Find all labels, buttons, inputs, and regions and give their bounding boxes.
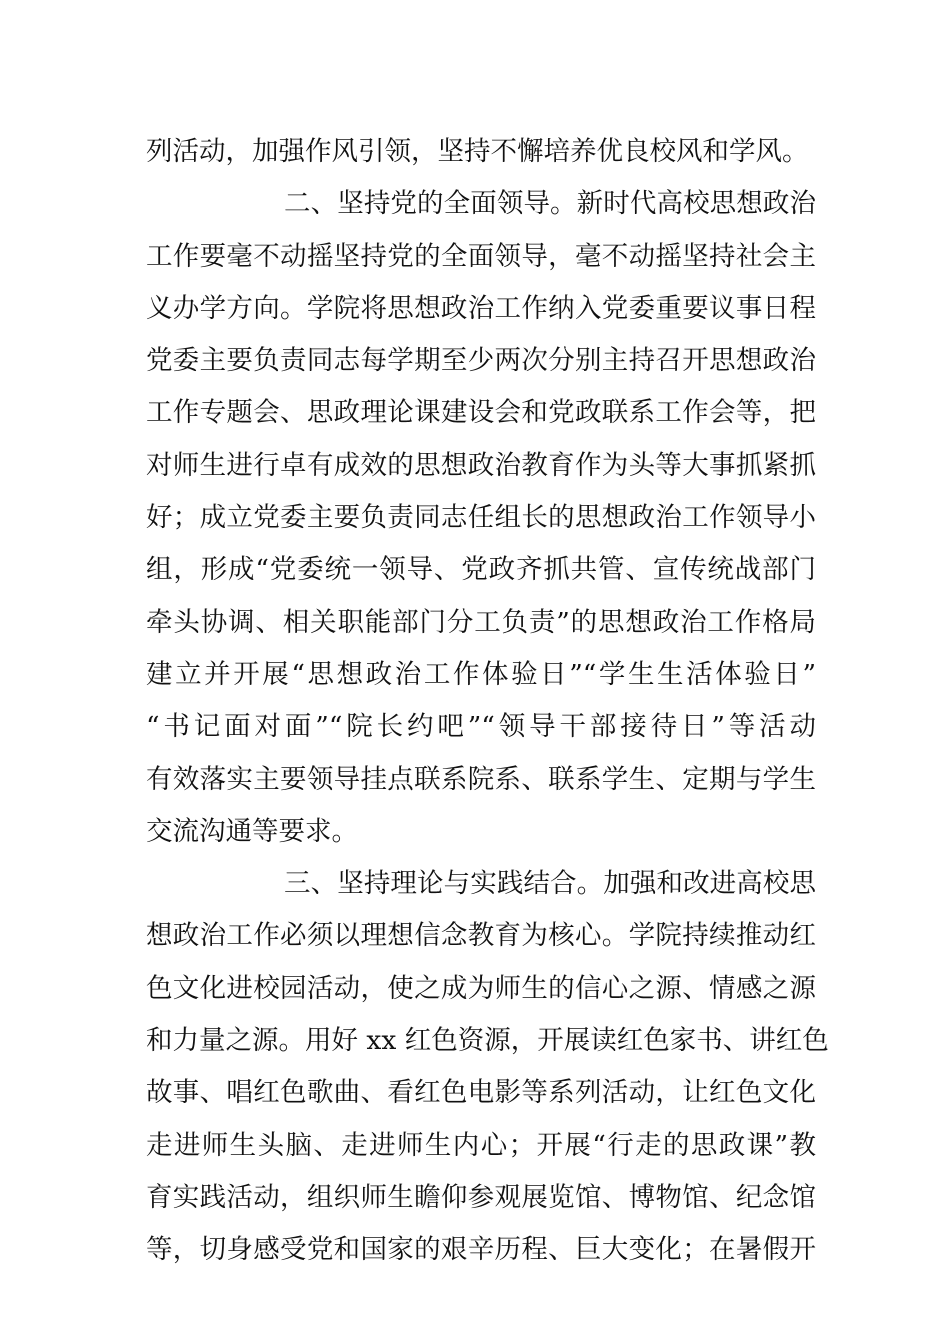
text-line: 建立并开展“思想政治工作体验日”“学生生活体验日”	[146, 658, 816, 690]
text-line: 故事、唱红色歌曲、看红色电影等系列活动，让红色文化	[146, 1077, 816, 1109]
text-line: 好；成立党委主要负责同志任组长的思想政治工作领导小	[146, 502, 816, 534]
section-heading-line: 三、坚持理论与实践结合。加强和改进高校思	[284, 868, 816, 900]
text-line: 工作要毫不动摇坚持党的全面领导，毫不动摇坚持社会主	[146, 240, 816, 272]
text-line: 交流沟通等要求。	[146, 815, 358, 847]
text-line: 育实践活动，组织师生瞻仰参观展览馆、博物馆、纪念馆	[146, 1181, 816, 1213]
text-line: 义办学方向。学院将思想政治工作纳入党委重要议事日程	[146, 292, 816, 324]
text-line: 组，形成“党委统一领导、党政齐抓共管、宣传统战部门	[146, 554, 816, 586]
section-heading-line: 二、坚持党的全面领导。新时代高校思想政治	[284, 188, 816, 220]
text-line: 牵头协调、相关职能部门分工负责”的思想政治工作格局	[146, 606, 816, 638]
text-line: 工作专题会、思政理论课建设会和党政联系工作会等，把	[146, 397, 816, 429]
text-line: 和力量之源。用好 xx 红色资源，开展读红色家书、讲红色	[146, 1025, 829, 1057]
text-line: 色文化进校园活动，使之成为师生的信心之源、情感之源	[146, 972, 816, 1004]
text-line: 列活动，加强作风引领，坚持不懈培养优良校风和学风。	[146, 136, 809, 167]
text-line: 对师生进行卓有成效的思想政治教育作为头等大事抓紧抓	[146, 449, 816, 481]
text-line: 党委主要负责同志每学期至少两次分别主持召开思想政治	[146, 345, 816, 377]
text-line: 走进师生头脑、走进师生内心；开展“行走的思政课”教	[146, 1129, 816, 1161]
text-line: 等，切身感受党和国家的艰辛历程、巨大变化；在暑假开	[146, 1234, 816, 1266]
text-line: “书记面对面”“院长约吧”“领导干部接待日”等活动	[146, 711, 816, 743]
text-line: 有效落实主要领导挂点联系院系、联系学生、定期与学生	[146, 763, 816, 795]
text-line: 想政治工作必须以理想信念教育为核心。学院持续推动红	[146, 920, 816, 952]
document-body	[146, 126, 829, 1277]
